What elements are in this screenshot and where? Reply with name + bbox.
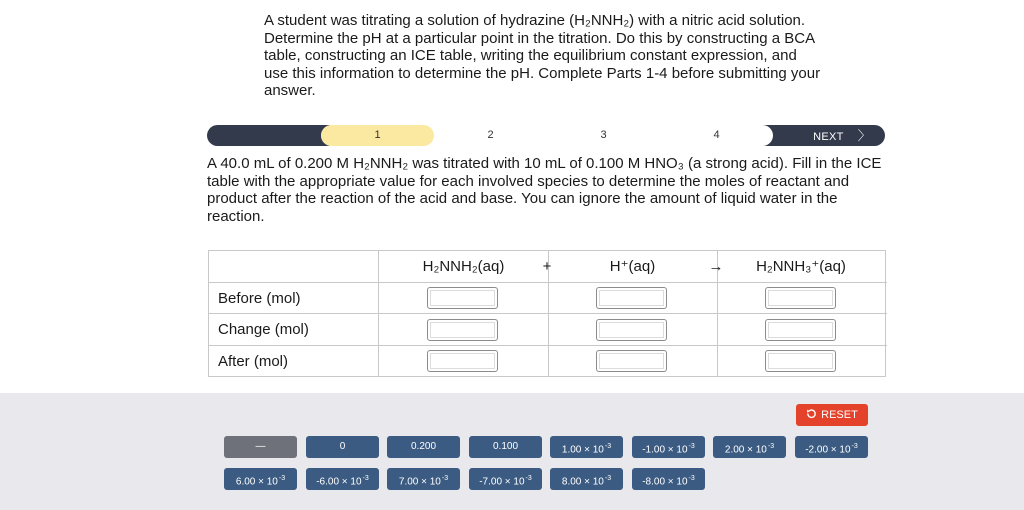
step-4[interactable]: 4 [713,129,720,141]
tile-value: 1.00 × 10 [561,444,604,456]
species-header-hydrogen-ion: H⁺(aq) [609,258,656,275]
input-before-hydrogen-ion[interactable] [596,287,667,309]
tile-exponent: -3 [525,475,532,482]
tile-exponent: -3 [604,443,612,450]
tile-value: -2.00 × 10 [805,444,851,456]
tile-value: 7.00 × 10 [398,476,441,488]
next-label: NEXT [813,131,844,143]
tile-value: 2.00 × 10 [724,444,767,456]
step-1[interactable]: 1 [374,129,381,141]
input-before-hydrazine[interactable] [427,287,498,309]
table-divider [379,313,887,314]
ice-table [208,250,886,377]
answer-tile[interactable] [224,468,297,490]
answer-tray [0,393,1024,510]
answer-tile[interactable] [469,436,542,458]
tile-exponent: -3 [688,475,695,482]
input-change-hydrazine[interactable] [427,319,498,341]
tile-value: 8.00 × 10 [561,476,604,488]
answer-tile[interactable] [469,468,542,490]
undo-icon [806,408,817,419]
reaction-arrow: → [708,258,724,275]
tile-exponent: -3 [278,475,286,482]
row-label-before: Before (mol) [209,282,379,313]
tile-exponent: -3 [604,475,612,482]
input-change-hydrazinium[interactable] [765,319,836,341]
answer-tile[interactable] [713,436,786,458]
input-after-hydrogen-ion[interactable] [596,350,667,372]
reset-button[interactable] [796,404,868,426]
tile-exponent: -3 [851,443,858,450]
tile-value: 0.100 [492,441,519,452]
tile-value: -7.00 × 10 [479,476,525,488]
input-change-hydrogen-ion[interactable] [596,319,667,341]
intro-text: A student was titrating a solution of hydrazine (H₂NNH₂) with a nitric acid solution. Determine the pH at a particular point in the titration. Do this by constructing a BCA table, constructing an ICE table, writing the equilibrium constant expression, and use this information to determine the pH. Complete Parts 1-4 before submitting your answer. [264,12,821,99]
answer-tile[interactable] [795,436,868,458]
tile-value: -8.00 × 10 [642,476,688,488]
row-label-change: Change (mol) [209,313,379,344]
row-label-after: After (mol) [209,345,379,376]
answer-tile[interactable] [550,468,623,490]
answer-tile[interactable] [224,436,297,458]
reset-label: RESET [821,409,858,421]
progress-track [321,125,773,146]
species-header-hydrazinium: H₂NNH₃⁺(aq) [756,258,846,275]
tile-exponent: -3 [767,443,775,450]
table-divider [379,345,887,346]
input-after-hydrazine[interactable] [427,350,498,372]
tile-exponent: -3 [688,443,695,450]
answer-tile[interactable] [387,436,460,458]
tile-value: -1.00 × 10 [642,444,688,456]
species-header-hydrazine: H₂NNH₂(aq) [422,258,505,275]
tile-value: 0 [339,441,346,452]
input-after-hydrazinium[interactable] [765,350,836,372]
table-divider [379,282,887,283]
plus-sign: + [542,258,552,275]
chevron-right-icon: 〉 [857,128,871,143]
answer-tile[interactable] [306,436,379,458]
progress-bar [207,125,885,146]
tile-exponent: -3 [441,475,449,482]
tile-value: -6.00 × 10 [316,476,362,488]
tile-value: — [255,441,266,452]
answer-tile[interactable] [387,468,460,490]
answer-tile[interactable] [550,436,623,458]
answer-tile[interactable] [632,436,705,458]
tile-value: 0.200 [410,441,437,452]
answer-tile[interactable] [632,468,705,490]
input-before-hydrazinium[interactable] [765,287,836,309]
step-3[interactable]: 3 [600,129,607,141]
tile-value: 6.00 × 10 [235,476,278,488]
question-text: A 40.0 mL of 0.200 M H₂NNH₂ was titrated with 10 mL of 0.100 M HNO₃ (a strong acid). Fill in the ICE table with the appropriate value for each involved species to determine the moles of reactant and product after the reaction of the acid and base. You can ignore the amount of liquid water in the reaction. [207,155,882,225]
next-button[interactable] [813,125,871,146]
answer-tile[interactable] [306,468,379,490]
tile-exponent: -3 [362,475,369,482]
step-2[interactable]: 2 [487,129,494,141]
